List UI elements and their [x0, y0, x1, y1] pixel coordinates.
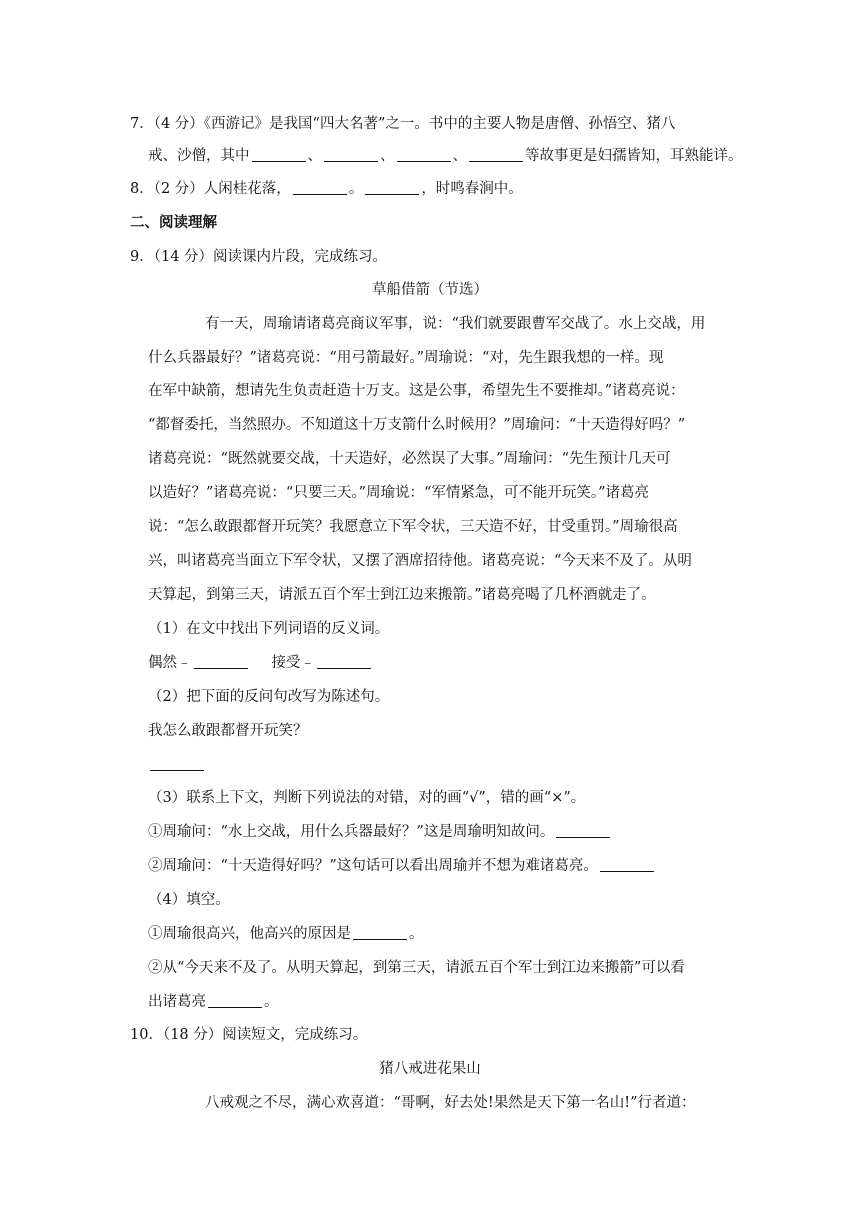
- q9-passage-line: 有一天，周瑜请诸葛亮商议军事，说：“我们就要跟曹军交战了。水上交战，用: [205, 316, 706, 332]
- q8-text: ，时鸣春涧中。: [421, 181, 523, 197]
- answer-blank[interactable]: [252, 147, 306, 162]
- antonym-prompt: 偶然﹣: [148, 655, 192, 671]
- separator: 、: [307, 148, 322, 164]
- q7-line2-text: 戒、沙僧，其中: [148, 148, 250, 164]
- q9-passage-title: 草船借箭（节选）: [372, 282, 488, 298]
- section-title: 二、阅读理解: [130, 215, 217, 231]
- q7-line2-end: 等故事更是妇孺皆知，耳熟能详。: [525, 148, 743, 164]
- q9-sub2-sentence: 我怎么敢跟都督开玩笑？: [148, 723, 308, 739]
- answer-blank[interactable]: [317, 654, 371, 669]
- q10-passage-title: 猪八戒进花果山: [379, 1061, 481, 1077]
- q7-line2: [148, 146, 743, 166]
- q9-sub2: （2）把下面的反问句改写为陈述句。: [148, 689, 390, 705]
- fill-prompt: 出诸葛亮: [148, 994, 206, 1010]
- q9-passage-line: “都督委托，当然照办。不知道这十万支箭什么时候用？”周瑜问：“十天造得好吗？”: [148, 417, 686, 433]
- q9-passage-line: 在军中缺箭，想请先生负责赶造十万支。这是公事，希望先生不要推却。”诸葛亮说：: [148, 383, 685, 399]
- q9-sub2-answer: [148, 755, 206, 775]
- q8-text: 8．（2 分）人闲桂花落，: [130, 181, 291, 197]
- q10-passage-line: 八戒观之不尽，满心欢喜道：“哥啊，好去处!果然是天下第一名山!”行者道：: [205, 1095, 696, 1111]
- q9-passage-line: 以造好？”诸葛亮说：“只要三天。”周瑜说：“军情紧急，可不能开玩笑。”诸葛亮: [148, 485, 650, 501]
- separator: 、: [380, 148, 395, 164]
- q9-sub4-item-cont: [148, 992, 279, 1012]
- answer-blank[interactable]: [293, 180, 347, 195]
- q10-intro: 10．（18 分）阅读短文，完成练习。: [130, 1027, 368, 1043]
- answer-blank[interactable]: [397, 147, 451, 162]
- q9-passage-line: 诸葛亮说：“既然就要交战，十天造好，必然误了大事。”周瑜问：“先生预计几天可: [148, 451, 671, 467]
- q9-sub3-item: [148, 856, 656, 876]
- answer-blank[interactable]: [194, 654, 248, 669]
- q8-line: [130, 179, 523, 199]
- q8-text: 。: [348, 181, 364, 197]
- q9-sub1-answers: [148, 653, 373, 673]
- answer-blank[interactable]: [556, 823, 610, 838]
- q9-passage-line: 天算起，到第三天，请派五百个军士到江边来搬箭。”诸葛亮喝了几杯酒就走了。: [148, 587, 656, 603]
- q9-sub4-item: ②从“今天来不及了。从明天算起，到第三天，请派五百个军士到江边来搬箭”可以看: [148, 960, 685, 976]
- punctuation: 。: [264, 994, 279, 1010]
- answer-blank[interactable]: [208, 993, 262, 1008]
- q9-sub3: （3）联系上下文，判断下列说法的对错，对的画“√”，错的画“×”。: [148, 790, 586, 806]
- judgment-statement: ①周瑜问：“水上交战，用什么兵器最好？”这是周瑜明知故问。: [148, 824, 555, 840]
- answer-blank[interactable]: [324, 147, 378, 162]
- q9-sub4-item: [148, 924, 424, 944]
- q9-sub3-item: [148, 822, 612, 842]
- q9-sub1: （1）在文中找出下列词语的反义词。: [148, 621, 390, 637]
- q9-passage-line: 说：“怎么敢跟都督开玩笑？我愿意立下军令状，三天造不好，甘受重罚。”周瑜很高: [148, 519, 678, 535]
- answer-blank[interactable]: [150, 756, 204, 771]
- answer-blank[interactable]: [353, 925, 407, 940]
- q9-passage-line: 什么兵器最好？”诸葛亮说：“用弓箭最好。”周瑜说：“对，先生跟我想的一样。现: [148, 350, 664, 366]
- q9-sub4: （4）填空。: [148, 892, 230, 908]
- antonym-prompt: 接受﹣: [271, 655, 315, 671]
- judgment-statement: ②周瑜问：“十天造得好吗？”这句话可以看出周瑜并不想为难诸葛亮。: [148, 858, 598, 874]
- punctuation: 。: [409, 926, 424, 942]
- q9-intro: 9．（14 分）阅读课内片段，完成练习。: [130, 249, 388, 265]
- answer-blank[interactable]: [600, 857, 654, 872]
- fill-prompt: ①周瑜很高兴，他高兴的原因是: [148, 926, 351, 942]
- separator: 、: [452, 148, 467, 164]
- answer-blank[interactable]: [469, 147, 523, 162]
- q7-line1: 7．（4 分）《西游记》是我国“四大名著”之一。书中的主要人物是唐僧、孙悟空、猪八: [130, 116, 676, 132]
- answer-blank[interactable]: [365, 180, 419, 195]
- q9-passage-line: 兴，叫诸葛亮当面立下军令状，又摆了酒席招待他。诸葛亮说：“今天来不及了。从明: [148, 553, 692, 569]
